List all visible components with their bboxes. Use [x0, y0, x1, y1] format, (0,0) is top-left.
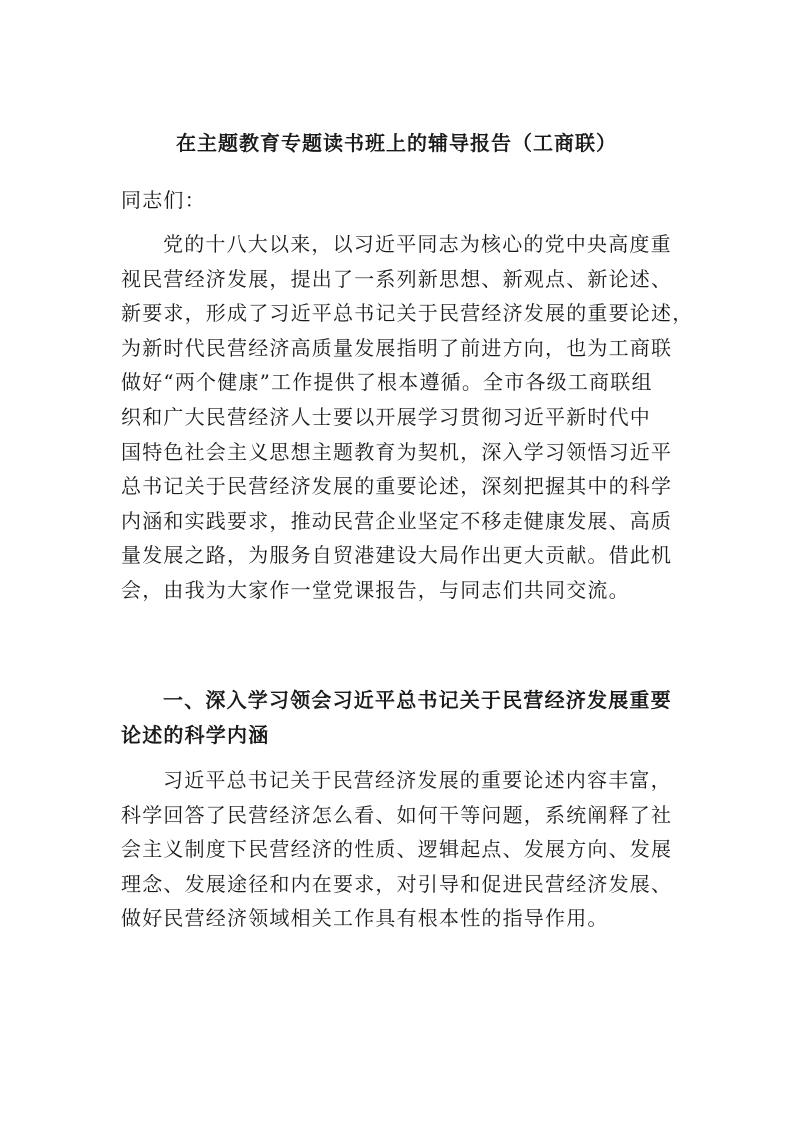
paragraph-line: 科学回答了民营经济怎么看、如何干等问题，系统阐释了社	[121, 802, 673, 827]
paragraph-line: 新要求，形成了习近平总书记关于民营经济发展的重要论述，	[121, 301, 694, 326]
paragraph-line: 会，由我为大家作一堂党课报告，与同志们共同交流。	[121, 577, 630, 602]
section-heading-1	[121, 683, 676, 752]
heading-line: 一、深入学习领会习近平总书记关于民营经济发展重要	[163, 688, 672, 712]
paragraph-intro	[121, 227, 694, 608]
paragraph-line: 为新时代民营经济高质量发展指明了前进方向，也为工商联	[121, 335, 673, 360]
paragraph-line: 习近平总书记关于民营经济发展的重要论述内容丰富，	[163, 768, 672, 792]
heading-line: 论述的科学内涵	[121, 722, 270, 747]
paragraph-line: 量发展之路，为服务自贸港建设大局作出更大贡献。借此机	[121, 543, 673, 568]
greeting: 同志们：	[121, 188, 206, 212]
document-title: 在主题教育专题读书班上的辅导报告（工商联）	[176, 131, 617, 155]
paragraph-line: 会主义制度下民营经济的性质、逻辑起点、发展方向、发展	[121, 837, 673, 862]
paragraph-line: 视民营经济发展，提出了一系列新思想、新观点、新论述、	[121, 266, 673, 291]
paragraph-line: 内涵和实践要求，推动民营企业坚定不移走健康发展、高质	[121, 508, 673, 533]
paragraph-line: 做好民营经济领域相关工作具有根本性的指导作用。	[121, 906, 609, 931]
paragraph-section-1	[121, 763, 676, 936]
paragraph-line: 党的十八大以来，以习近平同志为核心的党中央高度重	[163, 232, 672, 256]
paragraph-line: 织和广大民营经济人士要以开展学习贯彻习近平新时代中	[121, 404, 651, 429]
paragraph-line: 国特色社会主义思想主题教育为契机，深入学习领悟习近平	[121, 439, 673, 464]
paragraph-line: 做好“两个健康”工作提供了根本遵循。全市各级工商联组	[121, 370, 653, 395]
paragraph-line: 理念、发展途径和内在要求，对引导和促进民营经济发展、	[121, 871, 673, 896]
paragraph-line: 总书记关于民营经济发展的重要论述，深刻把握其中的科学	[121, 474, 673, 499]
